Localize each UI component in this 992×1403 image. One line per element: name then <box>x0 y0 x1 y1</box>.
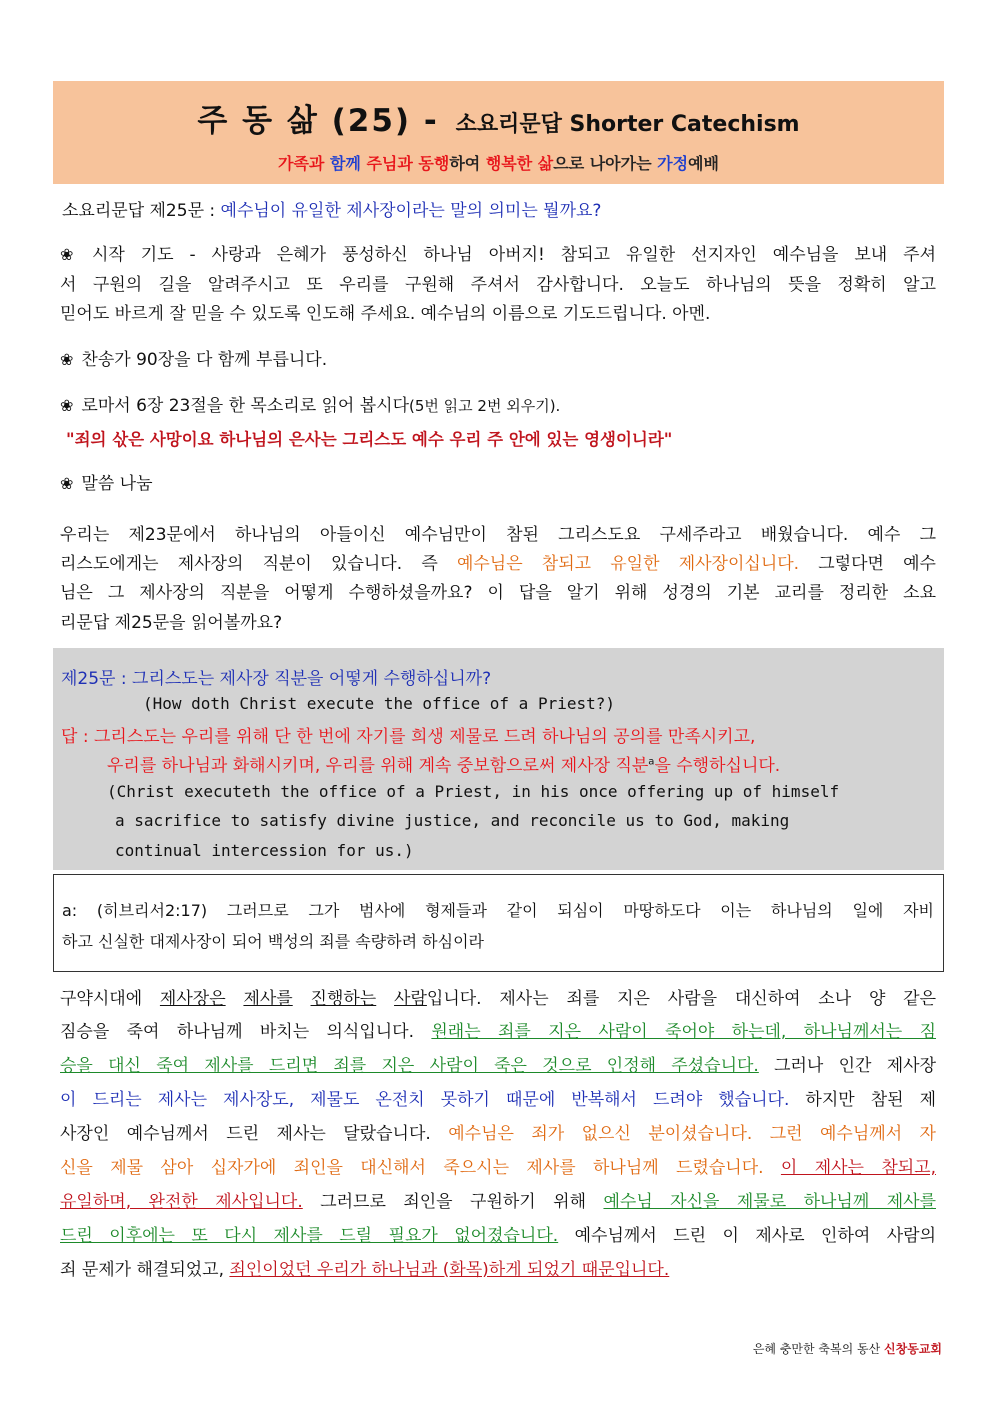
catechism-answer-en-2: a sacrifice to satisfy divine justice, and reconcile us to God, making <box>115 811 790 830</box>
catechism-answer-en-1: (Christ executeth the office of a Priest, in his once offering up of himself <box>107 782 840 801</box>
para1-line-4: 리문답 제25문을 읽어볼까요? <box>60 613 283 633</box>
subtitle-segment: 하여 <box>449 154 486 173</box>
footnote-line-2: 하고 신실한 대제사장이 되어 백성의 죄를 속량하려 하심이라 <box>62 932 485 951</box>
para2-line-3: 승을 대신 죽여 제사를 드리면 죄를 지은 사람이 죽은 것으로 인정해 주셨습니다. 그러나 인간 제사장 <box>60 1056 936 1076</box>
footnote-box <box>53 874 944 972</box>
flower-bullet-icon: ❀ <box>60 350 74 369</box>
footnote-marker: a <box>648 756 655 768</box>
subtitle-segment: 으로 <box>553 154 590 173</box>
para1-line-3: 님은 그 제사장의 직분을 어떻게 수행하셨을까요? 이 답을 알기 위해 성경의 기본 교리를 정리한 소요 <box>60 583 936 603</box>
footer: 은혜 충만한 축복의 동산 신창동교회 <box>752 1342 942 1356</box>
para2-line-2: 짐승을 죽여 하나님께 바치는 의식입니다. 원래는 죄를 지은 사람이 죽어야 하는데, 하나님께서는 짐 <box>60 1022 936 1042</box>
page-subtitle <box>53 151 944 174</box>
prayer-label: 시작 기도 <box>91 245 174 265</box>
catechism-question-en: (How doth Christ execute the office of a Priest?) <box>143 694 616 713</box>
subtitle-segment: 행복한 <box>485 154 538 173</box>
para2-line-8: 드린 이후에는 또 다시 제사를 드릴 필요가 없어졌습니다. 예수님께서 드린 이 제사로 인하여 사람의 <box>60 1226 936 1246</box>
para2-line-9: 죄 문제가 해결되었고, 죄인이었던 우리가 하나님과 (화목)하게 되었기 때문입니다. <box>60 1260 670 1280</box>
prayer-line-1: ❀ 시작 기도 - 사랑과 은혜가 풍성하신 하나님 아버지! 참되고 유일한 선지자인 예수님을 보내 주셔 <box>60 245 936 265</box>
catechism-answer-1: 답 : 그리스도는 우리를 위해 단 한 번에 자기를 희생 제물로 드려 하나님의 공의를 만족시키고, <box>61 727 756 747</box>
para2-line-7: 유일하며, 완전한 제사입니다. 그러므로 죄인을 구원하기 위해 예수님 자신을 제물로 하나님께 제사를 <box>60 1192 936 1212</box>
para2-line-1: 구약시대에 제사장은 제사를 진행하는 사람입니다. 제사는 죄를 지은 사람을 대신하여 소나 양 같은 <box>60 989 937 1009</box>
question-label: 소요리문답 제25문 : <box>62 201 221 221</box>
catechism-question: 제25문 : 그리스도는 제사장 직분을 어떻게 수행하십니까? <box>61 669 492 689</box>
reading-line: ❀ 로마서 6장 23절을 한 목소리로 읽어 봅시다(5번 읽고 2번 외우기). <box>60 396 561 416</box>
para2-line-5: 사장인 예수님께서 드린 제사는 달랐습니다. 예수님은 죄가 없으신 분이셨습니다. 그런 예수님께서 자 <box>60 1124 936 1144</box>
church-name: 신창동교회 <box>884 1342 942 1356</box>
subtitle-segment: 가족과 <box>278 154 330 173</box>
title-main: 주 동 삶 (25) - <box>197 103 452 139</box>
subtitle-segment: 동행 <box>418 154 450 173</box>
subtitle-segment: 삶 <box>537 154 554 173</box>
title-sub: 소요리문답 Shorter Catechism <box>455 112 800 137</box>
prayer-line-2: 서 구원의 길을 알려주시고 또 우리를 구원해 주셔서 감사합니다. 오늘도 하나님의 뜻을 정확히 알고 <box>60 275 936 295</box>
highlight-text: 예수님은 참되고 유일한 제사장이십니다. <box>456 554 800 574</box>
flower-bullet-icon: ❀ <box>60 474 74 493</box>
verse-text: "죄의 삯은 사망이요 하나님의 은사는 그리스도 예수 우리 주 안에 있는 영생이니라" <box>66 430 673 449</box>
question-line <box>62 196 601 221</box>
hymn-line: ❀ 찬송가 90장을 다 함께 부릅니다. <box>60 350 328 370</box>
reading-note: (5번 읽고 2번 외우기). <box>409 397 561 415</box>
para2-line-6: 신을 제물 삼아 십자가에 죄인을 대신해서 죽으시는 제사를 하나님께 드렸습니다. 이 제사는 참되고, <box>60 1158 936 1178</box>
header-banner <box>53 81 944 184</box>
para1-line-1: 우리는 제23문에서 하나님의 아들이신 예수님만이 참된 그리스도요 구세주라고 배웠습니다. 예수 그 <box>60 525 936 545</box>
page-title <box>53 95 944 140</box>
subtitle-segment: 가정 <box>657 154 689 173</box>
sharing-label: ❀ 말씀 나눔 <box>60 474 153 494</box>
para2-line-4: 이 드리는 제사는 제사장도, 제물도 온전치 못하기 때문에 반복해서 드려야 했습니다. 하지만 참된 제 <box>60 1090 936 1110</box>
footnote-line-1: a: (히브리서2:17) 그러므로 그가 범사에 형제들과 같이 되심이 마땅하도다 이는 하나님의 일에 자비 <box>62 901 934 920</box>
subtitle-segment: 주님과 <box>366 154 419 173</box>
catechism-answer-2: 우리를 하나님과 화해시키며, 우리를 위해 계속 중보함으로써 제사장 직분$^a$을 수행하십니다. <box>107 756 781 776</box>
prayer-line-3: 믿어도 바르게 잘 믿을 수 있도록 인도해 주세요. 예수님의 이름으로 기도드립니다. 아멘. <box>60 304 711 324</box>
subtitle-segment: 함께 <box>329 154 367 173</box>
subtitle-segment: 예배 <box>688 154 719 173</box>
flower-bullet-icon: ❀ <box>60 396 74 415</box>
catechism-answer-en-3: continual intercession for us.) <box>115 841 414 860</box>
question-text: 예수님이 유일한 제사장이라는 말의 의미는 뭘까요? <box>220 201 602 221</box>
catechism-box <box>53 648 944 870</box>
para1-line-2: 리스도에게는 제사장의 직분이 있습니다. 즉 예수님은 참되고 유일한 제사장이십니다. 그렇다면 예수 <box>60 554 936 574</box>
subtitle-segment: 나아가는 <box>589 154 658 173</box>
flower-bullet-icon: ❀ <box>60 245 84 264</box>
